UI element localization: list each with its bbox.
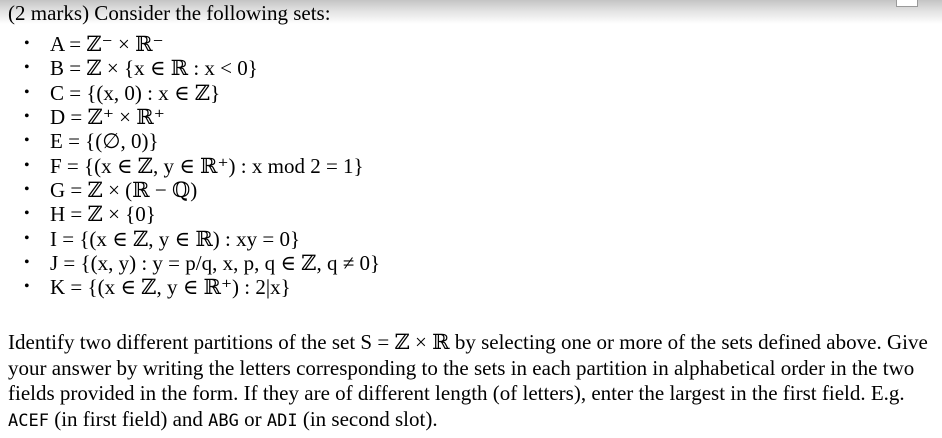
bullet-icon: •: [24, 132, 30, 150]
set-b-definition: B = ℤ × {x ∈ ℝ : x < 0}: [50, 56, 258, 81]
set-i-item: [24, 226, 380, 250]
set-g-definition: G = ℤ × (ℝ − ℚ): [50, 177, 198, 202]
set-k-definition: K = {(x ∈ ℤ, y ∈ ℝ⁺) : 2|x}: [50, 275, 291, 300]
set-d-definition: D = ℤ⁺ × ℝ⁺: [50, 105, 165, 130]
set-e-definition: E = {(∅, 0)}: [50, 129, 159, 154]
bullet-icon: •: [24, 35, 30, 53]
bullet-icon: •: [24, 180, 30, 198]
question-header: (2 marks) Consider the following sets:: [8, 1, 331, 25]
instructions-text-3: or: [244, 406, 262, 431]
set-b-item: [24, 56, 380, 80]
set-k-item: [24, 275, 380, 299]
set-i-definition: I = {(x ∈ ℤ, y ∈ ℝ) : xy = 0}: [50, 226, 301, 251]
set-d-item: [24, 105, 380, 129]
set-c-item: [24, 81, 380, 105]
example-second-field-a: ABG: [208, 410, 239, 431]
instructions-text: Identify two different partitions of the set S = ℤ × ℝ by selecting one or more of the sets defined above. Give your answer by writing the letters corresponding to the sets in each partition in alphabetical order in the two fields provided in the form. If they are of different length (of letters), enter the largest in the first field. E.g.: [8, 330, 928, 405]
question-instructions: [8, 330, 936, 434]
set-definitions-list: [24, 32, 380, 299]
bullet-icon: •: [24, 205, 30, 223]
bullet-icon: •: [24, 253, 30, 271]
example-second-field-b: ADI: [266, 410, 298, 431]
set-g-item: [24, 178, 380, 202]
set-j-item: [24, 251, 380, 275]
corner-tab: [896, 0, 918, 7]
instructions-text-2: (in first field) and: [54, 406, 203, 431]
set-j-definition: J = {(x, y) : y = p/q, x, p, q ∈ ℤ, q ≠ 0}: [50, 250, 381, 275]
set-a-item: [24, 32, 380, 56]
set-f-definition: F = {(x ∈ ℤ, y ∈ ℝ⁺) : x mod 2 = 1}: [50, 153, 364, 178]
bullet-icon: •: [24, 229, 30, 247]
set-h-item: [24, 202, 380, 226]
set-e-item: [24, 129, 380, 153]
instructions-text-4: (in second slot).: [302, 406, 438, 431]
bullet-icon: •: [24, 83, 30, 101]
set-h-definition: H = ℤ × {0}: [50, 202, 156, 227]
bullet-icon: •: [24, 278, 30, 296]
set-a-definition: A = ℤ⁻ × ℝ⁻: [50, 32, 164, 57]
set-f-item: [24, 153, 380, 177]
bullet-icon: •: [24, 108, 30, 126]
bullet-icon: •: [24, 156, 30, 174]
bullet-icon: •: [24, 59, 30, 77]
example-first-field: ACEF: [8, 410, 49, 431]
set-c-definition: C = {(x, 0) : x ∈ ℤ}: [50, 80, 221, 105]
